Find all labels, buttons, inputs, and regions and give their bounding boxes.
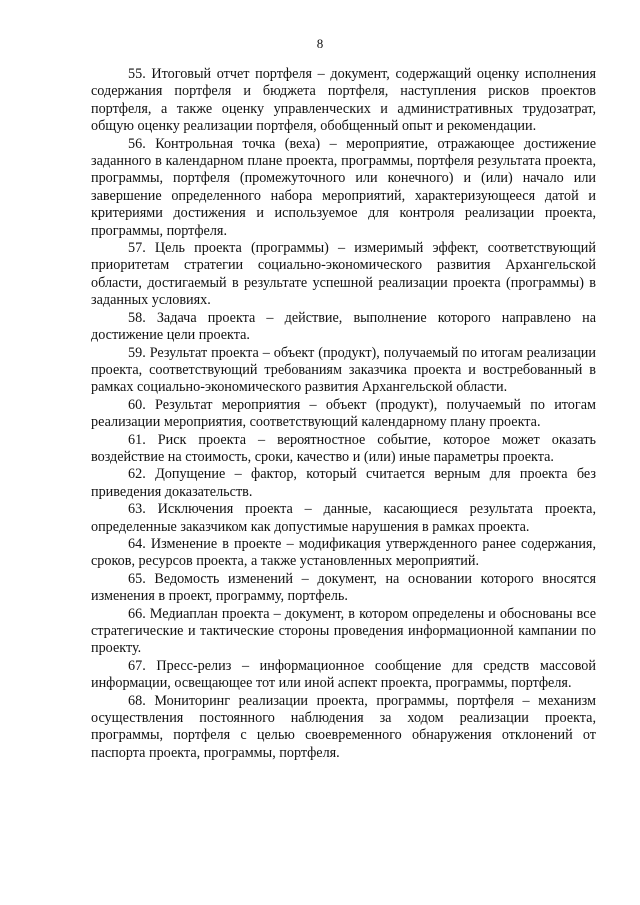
paragraph-62: 62. Допущение – фактор, который считается верным для проекта без приведения доказательств.	[91, 466, 596, 500]
paragraph-55: 55. Итоговый отчет портфеля – документ, содержащий оценку исполнения содержания портфеля и бюджета портфеля, наступления рисков проектов портфеля, а также оценку управленческих и административных трудозатрат, общую оценку реализации портфеля, обобщенный опыт и рекомендации.	[91, 66, 596, 135]
paragraph-65: 65. Ведомость изменений – документ, на основании которого вносятся изменения в проект, программу, портфель.	[91, 570, 596, 605]
paragraph-57: 57. Цель проекта (программы) – измеримый эффект, соответствующий приоритетам стратегии социально-экономического развития Архангельской области, достигаемый в результате успешной реализации проекта (программы) в заданных условиях.	[91, 240, 596, 309]
page-number: 8	[316, 36, 324, 51]
paragraph-61: 61. Риск проекта – вероятностное событие, которое может оказать воздействие на стоимость, сроки, качество и (или) иные параметры проекта.	[91, 431, 596, 465]
paragraph-67: 67. Пресс-релиз – информационное сообщение для средств массовой информации, освещающее тот или иной аспект проекта, программы, портфеля.	[91, 657, 596, 692]
document-body	[91, 66, 596, 762]
paragraph-60: 60. Результат мероприятия – объект (продукт), получаемый по итогам реализации мероприятия, соответствующий календарному плану проекта.	[91, 396, 596, 431]
paragraph-56: 56. Контрольная точка (веха) – мероприятие, отражающее достижение заданного в календарном плане проекта, программы, портфеля результата проекта, программы, портфеля (промежуточного или конечного) и (или) начало или завершение определенного набора мероприятий, характеризующееся датой и критериями достижения и используемое для контроля реализации проекта, программы, портфеля.	[91, 135, 596, 239]
paragraph-58: 58. Задача проекта – действие, выполнение которого направлено на достижение цели проекта.	[91, 309, 596, 344]
paragraph-63: 63. Исключения проекта – данные, касающиеся результата проекта, определенные заказчиком как допустимые нарушения в рамках проекта.	[91, 501, 596, 535]
paragraph-66: 66. Медиаплан проекта – документ, в котором определены и обоснованы все стратегические и тактические стороны проведения информационной кампании по проекту.	[91, 605, 596, 657]
paragraph-68: 68. Мониторинг реализации проекта, программы, портфеля – механизм осуществления постоянного наблюдения за ходом реализации проекта, программы, портфеля с целью своевременного обнаружения отклонений от паспорта проекта, программы, портфеля.	[91, 692, 596, 761]
paragraph-64: 64. Изменение в проекте – модификация утвержденного ранее содержания, сроков, ресурсов проекта, а также установленных мероприятий.	[91, 535, 596, 570]
paragraph-59: 59. Результат проекта – объект (продукт), получаемый по итогам реализации проекта, соответствующий требованиям заказчика проекта и востребованный в рамках социально-экономического развития Архангельской области.	[91, 344, 596, 396]
